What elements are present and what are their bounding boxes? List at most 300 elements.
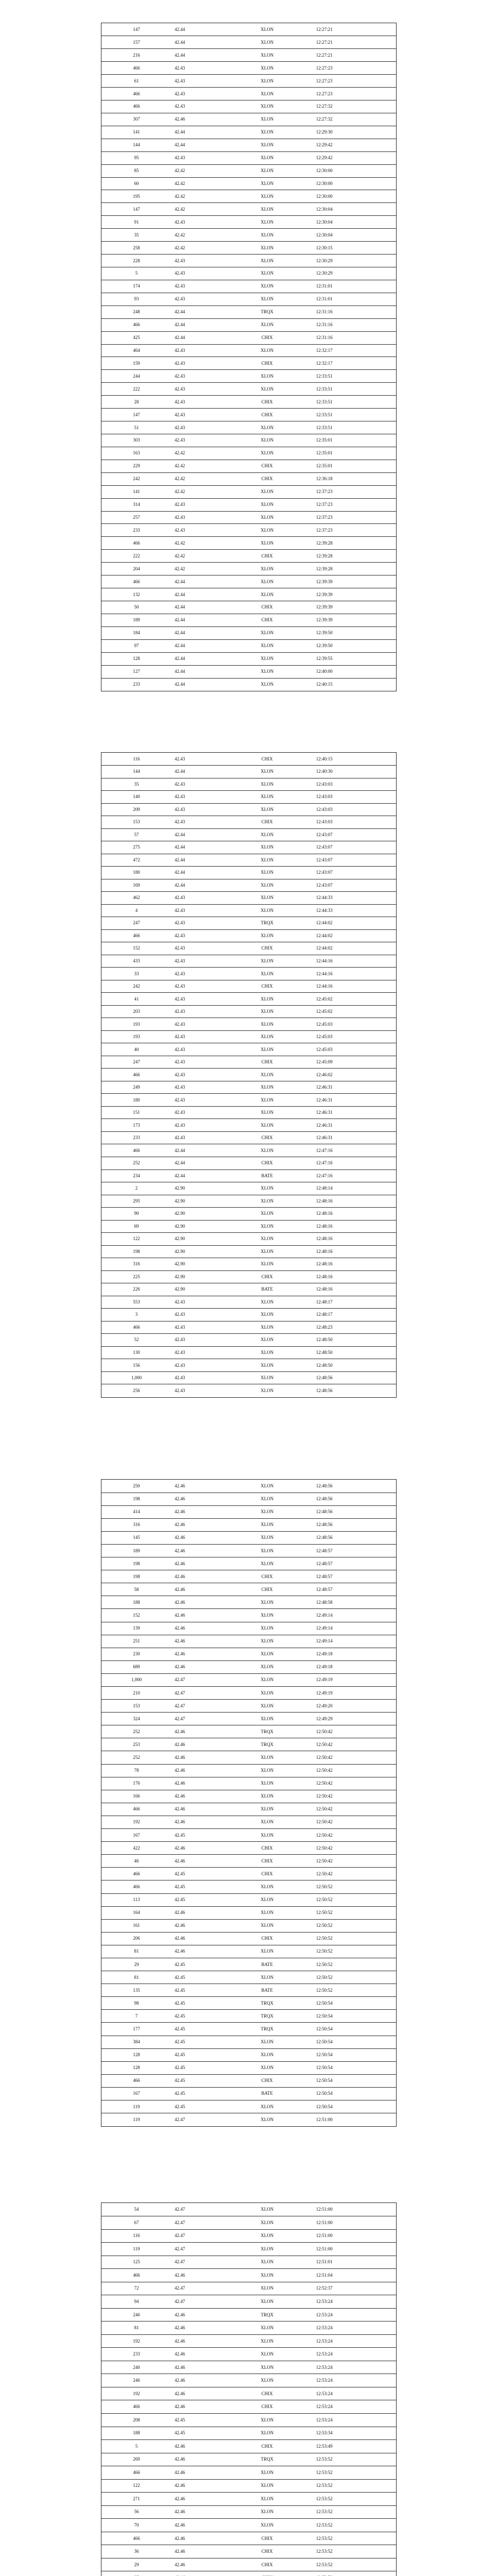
cell-venue: XLON <box>226 2519 309 2532</box>
cell-time: 12:53:34 <box>309 2427 396 2440</box>
table-row <box>101 2036 396 2048</box>
cell-venue: CHIX <box>226 409 309 421</box>
cell-venue: XLON <box>226 280 309 293</box>
cell-time: 12:48:50 <box>309 1346 396 1359</box>
cell-volume: 156 <box>101 1359 172 1372</box>
cell-volume: 248 <box>101 306 172 318</box>
cell-price: 42.43 <box>172 1371 226 1384</box>
cell-volume: 192 <box>101 1816 172 1828</box>
cell-time: 12:47:16 <box>309 1170 396 1182</box>
table-row <box>101 753 396 766</box>
cell-price: 42.46 <box>172 2374 226 2387</box>
cell-price: 42.46 <box>172 2348 226 2361</box>
cell-venue: CHIX <box>226 2440 309 2453</box>
cell-volume: 51 <box>101 421 172 434</box>
cell-venue: XLON <box>226 1880 309 1893</box>
cell-time: 12:45:03 <box>309 1018 396 1031</box>
cell-volume: 122 <box>101 1233 172 1246</box>
table-row <box>101 1648 396 1660</box>
cell-time: 12:30:00 <box>309 190 396 203</box>
cell-volume: 242 <box>101 980 172 993</box>
cell-price: 42.46 <box>172 2308 226 2321</box>
cell-volume: 247 <box>101 917 172 930</box>
cell-venue: XLON <box>226 2493 309 2506</box>
cell-venue: XLON <box>226 2479 309 2493</box>
cell-venue: XLON <box>226 1687 309 1700</box>
cell-venue: XLON <box>226 2321 309 2335</box>
cell-price: 42.42 <box>172 563 226 575</box>
cell-venue: XLON <box>226 575 309 588</box>
table-row <box>101 357 396 370</box>
cell-price: 42.47 <box>172 2216 226 2230</box>
cell-venue: XLON <box>226 344 309 357</box>
cell-time: 12:53:24 <box>309 2348 396 2361</box>
table-row <box>101 879 396 892</box>
cell-volume: 466 <box>101 1803 172 1816</box>
cell-volume: 41 <box>101 993 172 1006</box>
cell-volume: 233 <box>133 682 140 687</box>
cell-price: 42.42 <box>172 550 226 563</box>
cell-volume: 166 <box>101 1790 172 1803</box>
table-row <box>101 1359 396 1372</box>
cell-time: 12:33:51 <box>309 421 396 434</box>
cell-time: 12:30:00 <box>309 164 396 177</box>
cell-time: 12:27:32 <box>309 100 396 113</box>
cell-venue: XLON <box>226 854 309 867</box>
cell-price: 42.42 <box>172 229 226 242</box>
cell-time: 12:39:39 <box>309 575 396 588</box>
cell-time: 12:51:00 <box>309 2203 396 2216</box>
cell-venue: XLON <box>226 1764 309 1777</box>
cell-price: 42.46 <box>172 1609 226 1622</box>
cell-volume: 422 <box>101 1842 172 1855</box>
table-row <box>101 1296 396 1309</box>
table-row <box>101 778 396 791</box>
cell-time: 12:44:02 <box>309 942 396 955</box>
cell-price: 42.46 <box>172 2321 226 2335</box>
cell-price: 42.43 <box>172 1321 226 1334</box>
table-row <box>101 766 396 778</box>
cell-price: 42.44 <box>174 682 185 687</box>
cell-price: 42.45 <box>172 2414 226 2427</box>
table-row <box>101 1958 396 1971</box>
cell-price: 42.90 <box>172 1258 226 1271</box>
cell-volume: 91 <box>101 216 172 229</box>
cell-time: 12:50:52 <box>309 1880 396 1893</box>
cell-time: 12:46:31 <box>309 1106 396 1119</box>
cell-price: 42.46 <box>172 1738 226 1751</box>
cell-time: 12:46:31 <box>309 1119 396 1132</box>
cell-venue: XLON <box>226 1648 309 1660</box>
cell-venue: XLON <box>226 1245 309 1258</box>
cell-price: 42.47 <box>172 2295 226 2309</box>
cell-price: 42.43 <box>172 904 226 917</box>
cell-time: 12:50:52 <box>309 1932 396 1945</box>
cell-time: 12:29:42 <box>309 151 396 164</box>
cell-time: 12:49:18 <box>309 1648 396 1660</box>
cell-volume: 244 <box>101 370 172 383</box>
cell-venue: XLON <box>226 255 309 267</box>
cell-price: 42.45 <box>172 1868 226 1880</box>
cell-venue: CHIX <box>226 1842 309 1855</box>
table-row <box>101 126 396 139</box>
cell-price: 42.46 <box>172 1816 226 1828</box>
cell-volume: 258 <box>101 242 172 255</box>
cell-price: 42.42 <box>172 537 226 550</box>
cell-venue: CHIX <box>226 942 309 955</box>
trade-table-page-2 <box>101 752 397 1398</box>
table-row <box>101 1220 396 1233</box>
cell-price: 42.44 <box>172 331 226 344</box>
cell-venue: XLON <box>226 2100 309 2113</box>
cell-time: 12:50:54 <box>309 2061 396 2074</box>
cell-venue: XLON <box>226 1346 309 1359</box>
cell-price: 42.46 <box>172 1842 226 1855</box>
cell-venue: TRQX <box>226 306 309 318</box>
cell-price: 42.46 <box>172 1622 226 1635</box>
cell-price: 42.46 <box>172 2505 226 2519</box>
cell-time: 12:31:16 <box>309 318 396 331</box>
table-row <box>101 2229 396 2243</box>
cell-volume: 35 <box>101 778 172 791</box>
cell-venue: XLON <box>226 1334 309 1347</box>
cell-price: 42.43 <box>172 370 226 383</box>
table-row <box>101 1270 396 1283</box>
table-row <box>101 614 396 626</box>
table-row <box>101 803 396 816</box>
cell-time: 12:49:29 <box>309 1713 396 1725</box>
table-row <box>101 2532 396 2545</box>
cell-price: 42.44 <box>172 139 226 151</box>
cell-volume: 433 <box>101 955 172 968</box>
cell-venue: CHIX <box>226 1056 309 1069</box>
table-row <box>101 1687 396 1700</box>
cell-venue: XLON <box>226 421 309 434</box>
table-row <box>101 1622 396 1635</box>
table-row <box>101 1609 396 1622</box>
cell-volume: 167 <box>101 2087 172 2100</box>
cell-price: 42.47 <box>172 2229 226 2243</box>
cell-price: 42.46 <box>172 1635 226 1648</box>
cell-venue: XLON <box>226 1816 309 1828</box>
cell-price: 42.44 <box>172 828 226 841</box>
cell-volume: 257 <box>101 511 172 524</box>
cell-venue: XLON <box>226 537 309 550</box>
cell-venue: XLON <box>226 2348 309 2361</box>
cell-price: 42.43 <box>172 1018 226 1031</box>
cell-volume: 81 <box>101 1945 172 1958</box>
cell-venue: XLON <box>226 1119 309 1132</box>
cell-venue: XLON <box>226 1480 309 1493</box>
cell-price: 42.46 <box>172 1906 226 1919</box>
cell-time: 12:44:33 <box>309 904 396 917</box>
cell-time: 12:50:52 <box>309 1893 396 1906</box>
cell-volume: 189 <box>101 614 172 626</box>
table-row <box>101 2334 396 2348</box>
cell-price: 42.42 <box>172 203 226 216</box>
cell-time: 12:49:14 <box>309 1609 396 1622</box>
cell-price: 42.44 <box>172 318 226 331</box>
cell-time: 12:50:42 <box>309 1842 396 1855</box>
cell-price: 42.43 <box>172 344 226 357</box>
cell-time: 12:27:32 <box>309 113 396 126</box>
cell-volume: 5 <box>101 267 172 280</box>
cell-venue: XLON <box>226 879 309 892</box>
cell-venue: CHIX <box>226 1932 309 1945</box>
cell-volume: 269 <box>101 2453 172 2466</box>
cell-time: 12:50:42 <box>309 1816 396 1828</box>
cell-volume: 275 <box>101 841 172 854</box>
cell-volume: 144 <box>101 139 172 151</box>
cell-volume: 153 <box>101 1700 172 1713</box>
cell-volume: 67 <box>101 2216 172 2230</box>
cell-time: 12:53:52 <box>309 2479 396 2493</box>
table-row <box>101 2571 396 2576</box>
cell-volume: 249 <box>101 1081 172 1094</box>
table-row <box>101 255 396 267</box>
cell-volume: 203 <box>101 1005 172 1018</box>
cell-venue: XLON <box>226 1635 309 1648</box>
cell-venue: XLON <box>226 1829 309 1842</box>
cell-time: 12:37:23 <box>309 485 396 498</box>
cell-time: 12:50:54 <box>309 2074 396 2087</box>
cell-time: 12:44:16 <box>309 968 396 980</box>
table-row <box>101 892 396 905</box>
cell-volume: 689 <box>101 1660 172 1673</box>
table-row <box>101 498 396 511</box>
table-row <box>101 396 396 409</box>
table-row <box>101 1700 396 1713</box>
cell-venue: XLON <box>226 1493 309 1505</box>
table-row <box>101 1583 396 1596</box>
cell-venue: BATE <box>226 1170 309 1182</box>
table-row <box>101 23 396 36</box>
cell-venue: XLON <box>226 2295 309 2309</box>
cell-volume: 464 <box>101 344 172 357</box>
table-row <box>101 1480 396 1493</box>
table-row <box>101 190 396 203</box>
table-row <box>101 1531 396 1544</box>
cell-venue: XLON <box>226 383 309 396</box>
cell-time: 12:49:19 <box>309 1687 396 1700</box>
cell-time: 12:53:24 <box>309 2308 396 2321</box>
cell-volume: 252 <box>101 1751 172 1764</box>
cell-time: 12:40:15 <box>309 753 396 766</box>
cell-venue: CHIX <box>226 1131 309 1144</box>
cell-time: 12:50:54 <box>309 2048 396 2061</box>
cell-venue: XLON <box>226 242 309 255</box>
cell-venue: TRQX <box>226 917 309 930</box>
cell-time: 12:45:03 <box>309 1043 396 1056</box>
cell-price: 42.90 <box>172 1245 226 1258</box>
cell-time: 12:48:16 <box>309 1270 396 1283</box>
cell-price: 42.46 <box>172 2387 226 2400</box>
cell-venue: XLON <box>226 318 309 331</box>
cell-time: 12:51:04 <box>309 2269 396 2282</box>
table-row <box>101 1030 396 1043</box>
cell-venue: CHIX <box>226 357 309 370</box>
table-row <box>101 2453 396 2466</box>
cell-time: 12:48:16 <box>309 1195 396 1208</box>
cell-time: 12:35:01 <box>309 434 396 447</box>
table-row <box>101 1816 396 1828</box>
cell-price: 42.45 <box>172 2010 226 2023</box>
table-row <box>101 904 396 917</box>
cell-venue: CHIX <box>226 396 309 409</box>
cell-price: 42.43 <box>172 1359 226 1372</box>
table-row <box>101 177 396 190</box>
cell-volume: 152 <box>101 1609 172 1622</box>
cell-venue: XLON <box>226 2334 309 2348</box>
cell-volume: 247 <box>101 1056 172 1069</box>
cell-venue: CHIX <box>226 980 309 993</box>
table-row <box>101 293 396 306</box>
cell-time: 12:53:24 <box>309 2374 396 2387</box>
cell-price: 42.47 <box>172 2256 226 2269</box>
table-row <box>101 1570 396 1583</box>
cell-price: 42.90 <box>172 1270 226 1283</box>
cell-volume: 141 <box>101 126 172 139</box>
table-row <box>101 665 396 678</box>
cell-price: 42.46 <box>172 2453 226 2466</box>
table-row <box>101 2113 396 2126</box>
cell-time: 12:30:29 <box>309 255 396 267</box>
cell-venue: XLON <box>226 968 309 980</box>
cell-venue: CHIX <box>226 1270 309 1283</box>
cell-volume: 174 <box>101 280 172 293</box>
cell-price: 42.46 <box>172 2519 226 2532</box>
cell-volume: 28 <box>101 396 172 409</box>
cell-price: 42.44 <box>172 1144 226 1157</box>
table-row <box>101 2100 396 2113</box>
table-row <box>101 1725 396 1738</box>
table-row <box>101 1384 396 1397</box>
cell-venue: XLON <box>226 1233 309 1246</box>
cell-volume: 198 <box>101 1557 172 1570</box>
table-row <box>101 537 396 550</box>
cell-venue: XLON <box>226 151 309 164</box>
cell-price: 42.90 <box>172 1220 226 1233</box>
cell-volume: 135 <box>101 1984 172 1997</box>
cell-volume: 466 <box>101 2074 172 2087</box>
cell-venue: XLON <box>226 139 309 151</box>
cell-time: 12:53:24 <box>309 2414 396 2427</box>
table-row <box>101 980 396 993</box>
cell-time: 12:29:30 <box>309 126 396 139</box>
cell-venue: TRQX <box>226 1738 309 1751</box>
table-row <box>101 344 396 357</box>
table-row <box>101 639 396 652</box>
table-row <box>101 1505 396 1518</box>
cell-volume: 78 <box>101 1764 172 1777</box>
cell-venue: CHIX <box>226 1583 309 1596</box>
cell-price: 42.45 <box>172 2036 226 2048</box>
table-row <box>101 2216 396 2230</box>
cell-venue: XLON <box>226 1906 309 1919</box>
cell-venue: XLON <box>226 2282 309 2295</box>
cell-volume: 33 <box>101 968 172 980</box>
cell-price <box>172 2571 226 2576</box>
cell-price: 42.43 <box>172 803 226 816</box>
cell-venue: XLON <box>226 2361 309 2374</box>
table-row <box>101 791 396 804</box>
cell-price: 42.43 <box>172 753 226 766</box>
table-row <box>101 1713 396 1725</box>
cell-time: 12:30:04 <box>309 229 396 242</box>
table-row <box>101 1932 396 1945</box>
cell-volume: 125 <box>101 2256 172 2269</box>
cell-venue: XLON <box>226 511 309 524</box>
cell-volume: 252 <box>101 1157 172 1170</box>
cell-price: 42.43 <box>172 267 226 280</box>
table-row <box>101 2348 396 2361</box>
cell-time: 12:49:18 <box>309 1660 396 1673</box>
cell-volume: 173 <box>101 1119 172 1132</box>
cell-volume: 324 <box>101 1713 172 1725</box>
cell-price: 42.43 <box>172 929 226 942</box>
cell-venue: TRQX <box>226 2010 309 2023</box>
cell-volume: 52 <box>101 1334 172 1347</box>
table-row <box>101 2414 396 2427</box>
cell-venue: XLON <box>226 75 309 88</box>
cell-volume: 198 <box>101 1570 172 1583</box>
cell-time: 12:50:54 <box>309 2036 396 2048</box>
cell-price: 42.45 <box>172 2087 226 2100</box>
cell-price: 42.45 <box>172 2427 226 2440</box>
cell-volume: 35 <box>101 229 172 242</box>
cell-price: 42.44 <box>172 766 226 778</box>
cell-time: 12:50:42 <box>309 1868 396 1880</box>
cell-venue: CHIX <box>226 2400 309 2414</box>
cell-volume: 57 <box>101 828 172 841</box>
table-row <box>101 524 396 537</box>
cell-price: 42.46 <box>172 1583 226 1596</box>
table-row <box>101 164 396 177</box>
cell-venue: CHIX <box>226 1868 309 1880</box>
table-row <box>101 1596 396 1609</box>
cell-venue: XLON <box>226 841 309 854</box>
cell-volume: 233 <box>101 2348 172 2361</box>
cell-venue: XLON <box>226 1094 309 1107</box>
cell-volume: 195 <box>101 190 172 203</box>
cell-venue: XLON <box>226 778 309 791</box>
cell-volume: 253 <box>101 1738 172 1751</box>
cell-price: 42.47 <box>172 1687 226 1700</box>
table-row <box>101 1803 396 1816</box>
cell-volume: 1,000 <box>101 1371 172 1384</box>
table-row <box>101 36 396 49</box>
table-row <box>101 652 396 665</box>
cell-price: 42.42 <box>172 177 226 190</box>
cell-time: 12:48:16 <box>309 1220 396 1233</box>
cell-volume: 222 <box>101 383 172 396</box>
cell-price: 42.43 <box>172 955 226 968</box>
cell-price: 42.46 <box>172 2269 226 2282</box>
cell-venue: CHIX <box>226 331 309 344</box>
table-row <box>101 1971 396 1984</box>
cell-price: 42.47 <box>172 1700 226 1713</box>
cell-venue: XLON <box>226 2466 309 2480</box>
cell-price: 42.45 <box>172 1971 226 1984</box>
cell-volume: 206 <box>101 1932 172 1945</box>
cell-price: 42.45 <box>172 2074 226 2087</box>
cell-volume <box>101 2571 172 2576</box>
table-row <box>101 1081 396 1094</box>
cell-venue: XLON <box>226 1195 309 1208</box>
cell-time: 12:50:52 <box>309 1919 396 1932</box>
cell-volume: 466 <box>101 1069 172 1081</box>
cell-volume: 250 <box>101 1480 172 1493</box>
